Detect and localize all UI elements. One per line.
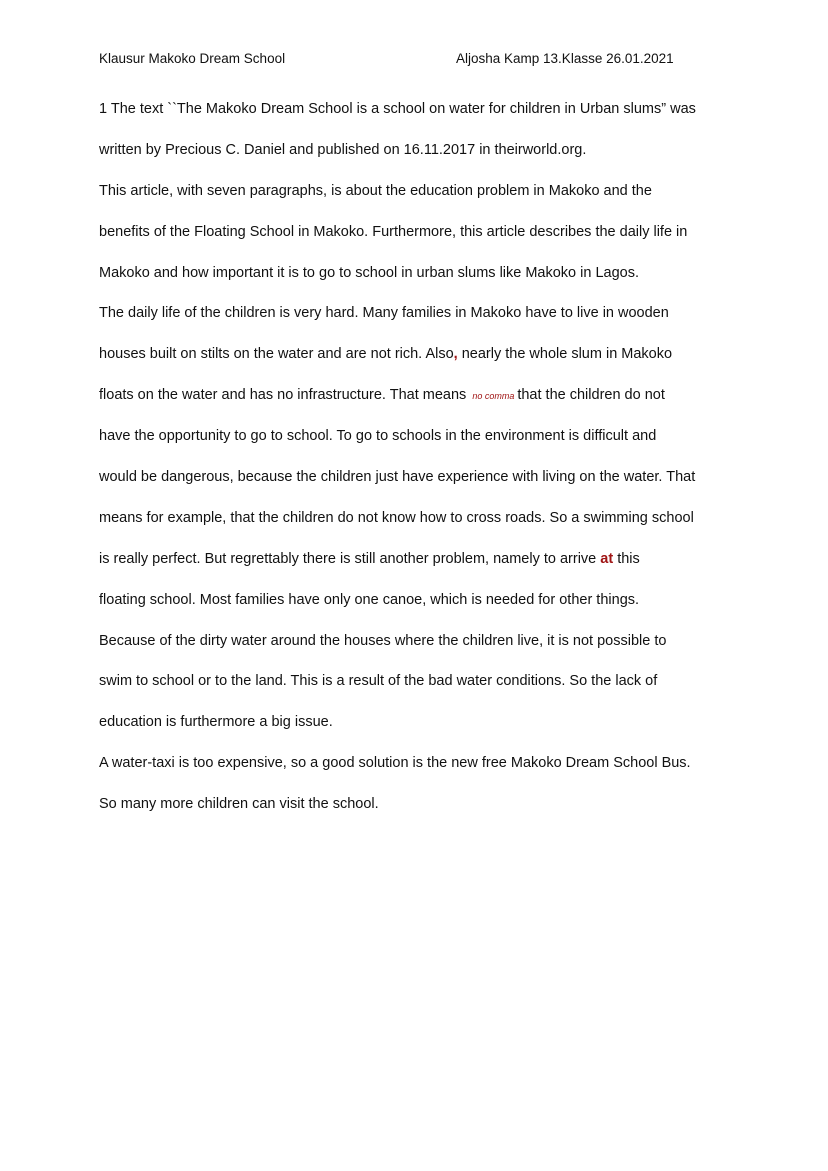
text-line	[99, 702, 739, 743]
teacher-correction: at	[600, 550, 614, 567]
text-line	[99, 784, 739, 825]
header-author-date: Aljosha Kamp 13.Klasse 26.01.2021	[456, 51, 674, 66]
text-line	[99, 580, 739, 621]
line-text: education is furthermore a big issue.	[99, 714, 333, 731]
essay-body	[99, 89, 739, 825]
line-text: benefits of the Floating School in Makoko. Furthermore, this article describes the daily life in	[99, 223, 688, 240]
line-text: A water-taxi is too expensive, so a good solution is the new free Makoko Dream School Bus.	[99, 755, 691, 772]
line-text: This article, with seven paragraphs, is about the education problem in Makoko and the	[99, 182, 652, 199]
text-line	[99, 743, 739, 784]
text-line	[99, 171, 739, 212]
line-text: So many more children can visit the school.	[99, 796, 379, 813]
line-text-continued: nearly the whole slum in Makoko	[457, 346, 673, 363]
line-text: swim to school or to the land. This is a result of the bad water conditions. So the lack of	[99, 673, 658, 690]
line-text: would be dangerous, because the children just have experience with living on the water. That	[99, 469, 696, 486]
text-line	[99, 661, 739, 702]
text-line	[99, 89, 739, 130]
line-text: 1 The text ``The Makoko Dream School is a school on water for children in Urban slums” was	[99, 101, 696, 117]
header-title: Klausur Makoko Dream School	[99, 51, 286, 66]
text-line	[99, 130, 739, 171]
line-text: means for example, that the children do not know how to cross roads. So a swimming school	[99, 509, 694, 526]
line-text: Makoko and how important it is to go to school in urban slums like Makoko in Lagos.	[99, 264, 639, 281]
line-text-continued: that the children do not	[517, 387, 665, 404]
line-text: houses built on stilts on the water and are not rich. Also	[99, 346, 454, 363]
text-line	[99, 621, 739, 662]
text-line	[99, 212, 739, 253]
line-text: floats on the water and has no infrastructure. That means	[99, 387, 471, 404]
text-line	[99, 253, 739, 294]
line-text: Because of the dirty water around the houses where the children live, it is not possible to	[99, 632, 667, 649]
line-text: have the opportunity to go to school. To go to schools in the environment is difficult and	[99, 428, 657, 445]
line-text: written by Precious C. Daniel and published on 16.11.2017 in theirworld.org.	[99, 141, 587, 158]
text-line	[99, 539, 739, 580]
text-line	[99, 498, 739, 539]
text-line	[99, 416, 739, 457]
text-line	[99, 457, 739, 498]
text-line	[99, 334, 739, 375]
text-line	[99, 293, 739, 334]
teacher-note: no comma	[472, 391, 515, 402]
line-text-continued: this	[613, 550, 640, 567]
line-text: floating school. Most families have only one canoe, which is needed for other things.	[99, 591, 640, 608]
line-text: The daily life of the children is very hard. Many families in Makoko have to live in wooden	[99, 305, 669, 322]
text-line	[99, 375, 739, 416]
teacher-correction: ,	[453, 346, 458, 363]
line-text: is really perfect. But regrettably there is still another problem, namely to arrive	[99, 550, 601, 567]
